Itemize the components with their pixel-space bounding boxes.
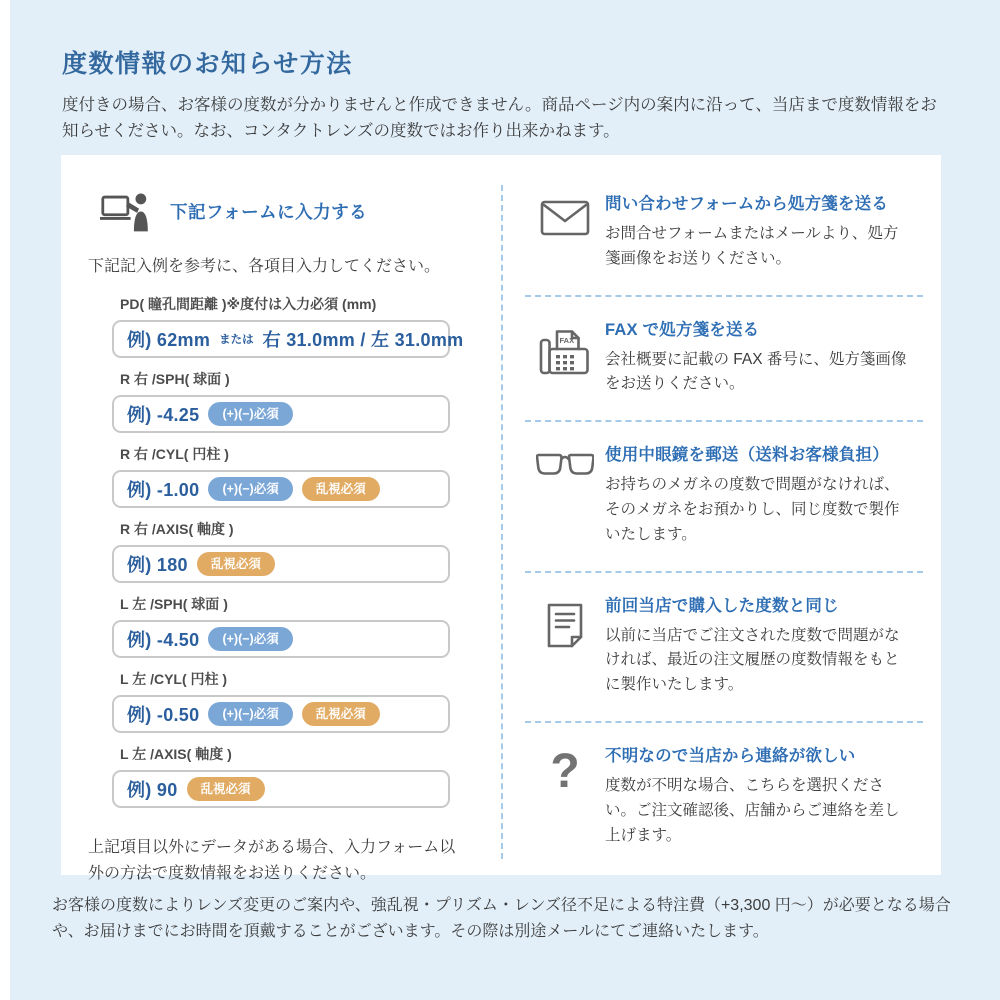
plus-minus-required-badge: (+)(−)必須 <box>208 627 292 651</box>
method-text: 以前に当店でご注文された度数で問題がなければ、最近の注文履歴の度数情報をもとに製作いたします。 <box>605 626 900 694</box>
field-label: R 右 /AXIS( 軸度 ) <box>120 521 234 537</box>
plus-minus-required-badge: (+)(−)必須 <box>208 702 292 726</box>
example-input-box <box>112 470 450 508</box>
method-heading: 使用中眼鏡を郵送（送料お客様負担） <box>605 446 889 465</box>
form-field <box>112 444 450 508</box>
plus-minus-required-badge: (+)(−)必須 <box>208 402 292 426</box>
form-instruction: 下記記入例を参考に、各項目入力してください。 <box>88 258 441 275</box>
field-badges <box>197 552 275 576</box>
field-label: R 右 /CYL( 円柱 ) <box>120 446 229 462</box>
methods-section <box>503 155 941 871</box>
bottom-note: お客様の度数によりレンズ変更のご案内や、強乱視・プリズム・レンズ径不足による特注費（+3,300 円〜）が必要となる場合や、お届けまでにお時間を頂戴することがございます。その際は別途メールにてご連絡いたします。 <box>52 897 951 940</box>
method-item <box>525 295 923 421</box>
method-heading: 不明なので当店から連絡が欲しい <box>605 746 856 765</box>
document-icon <box>525 592 605 698</box>
form-section-header <box>100 189 501 233</box>
method-item <box>525 721 923 871</box>
field-label: L 左 /AXIS( 軸度 ) <box>120 746 232 762</box>
envelope-icon <box>525 190 605 272</box>
form-field <box>112 294 464 358</box>
field-label: L 左 /SPH( 球面 ) <box>120 596 228 612</box>
method-text: 会社概要に記載の FAX 番号に、処方箋画像をお送りください。 <box>605 350 907 393</box>
example-input-box <box>112 770 450 808</box>
field-label: PD( 瞳孔間距離 )※度付は入力必須 (mm) <box>120 296 377 312</box>
field-badges <box>208 477 379 501</box>
method-text: お持ちのメガネの度数で問題がなければ、そのメガネをお預かりし、同じ度数で製作いたします。 <box>605 476 900 543</box>
field-badges <box>187 777 265 801</box>
field-example-value: 例) 90 <box>127 780 178 800</box>
glasses-icon <box>525 441 605 547</box>
method-item <box>525 420 923 570</box>
prescription-info-page <box>10 0 1000 1000</box>
form-heading: 下記フォームに入力する <box>170 201 368 222</box>
example-input-box <box>112 695 450 733</box>
field-example-value: 例) -4.25 <box>127 405 200 425</box>
form-field <box>112 519 450 583</box>
example-input-box <box>112 545 450 583</box>
intro-text: 度付きの場合、お客様の度数が分かりませんと作成できません。商品ページ内の案内に沿って、当店まで度数情報をお知らせください。なお、コンタクトレンズの度数ではお作り出来かねます。 <box>62 96 937 141</box>
content-card <box>61 155 941 882</box>
field-example-value: 例) -4.50 <box>127 630 200 650</box>
form-field <box>112 369 450 433</box>
svg-text:FAX: FAX <box>559 335 575 345</box>
field-label: R 右 /SPH( 球面 ) <box>120 371 230 387</box>
field-badges <box>208 402 292 426</box>
method-heading: FAX で処方箋を送る <box>605 320 760 339</box>
example-input-box <box>112 320 464 358</box>
form-fields <box>112 294 464 808</box>
field-example-value: 例) -0.50 <box>127 705 200 725</box>
astigmatism-required-badge: 乱視必須 <box>302 702 380 726</box>
plus-minus-required-badge: (+)(−)必須 <box>208 477 292 501</box>
astigmatism-required-badge: 乱視必須 <box>187 777 265 801</box>
method-item <box>525 571 923 721</box>
form-field <box>112 594 450 658</box>
field-example-value: 例) 180 <box>127 555 188 575</box>
method-heading: 前回当店で購入した度数と同じ <box>605 596 839 615</box>
method-text: お問合せフォームまたはメールより、処方箋画像をお送りください。 <box>605 225 899 267</box>
field-example-value-2: 右 31.0mm / 左 31.0mm <box>262 330 464 350</box>
form-footer-note: 上記項目以外にデータがある場合、入力フォーム以外の方法で度数情報をお送りください。 <box>88 839 456 882</box>
person-at-computer-icon <box>100 189 152 233</box>
fax-icon <box>525 316 605 398</box>
page-title: 度数情報のお知らせ方法 <box>62 50 353 78</box>
field-label: L 左 /CYL( 円柱 ) <box>120 671 228 687</box>
method-heading: 問い合わせフォームから処方箋を送る <box>605 195 889 213</box>
example-input-box <box>112 395 450 433</box>
question-mark-icon: ? <box>550 744 580 798</box>
field-example-connector: または <box>219 334 254 346</box>
field-badges <box>208 702 379 726</box>
form-section <box>61 155 501 887</box>
form-field <box>112 744 450 808</box>
method-item <box>525 171 923 295</box>
form-field <box>112 669 450 733</box>
astigmatism-required-badge: 乱視必須 <box>302 477 380 501</box>
field-example-value: 例) 62mm <box>127 330 211 350</box>
field-example-value: 例) -1.00 <box>127 480 200 500</box>
example-input-box <box>112 620 450 658</box>
method-text: 度数が不明な場合、こちらを選択ください。ご注文確認後、店舗からご連絡を差し上げます。 <box>605 776 900 844</box>
astigmatism-required-badge: 乱視必須 <box>197 552 275 576</box>
field-badges <box>208 627 292 651</box>
